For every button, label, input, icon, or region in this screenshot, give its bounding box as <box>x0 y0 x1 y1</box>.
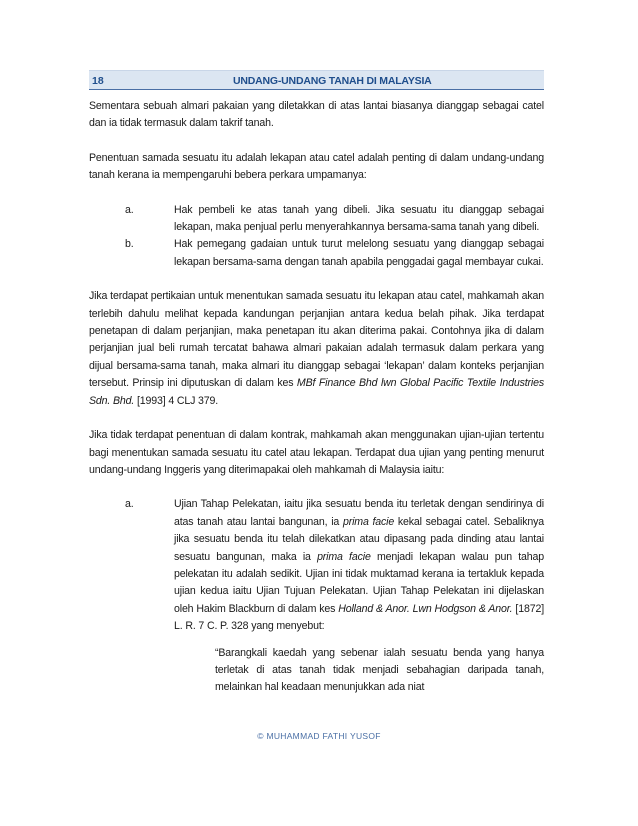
page-header <box>89 70 544 90</box>
running-title: UNDANG-UNDANG TANAH DI MALAYSIA <box>233 75 432 87</box>
paragraph-3: Jika terdapat pertikaian untuk menentukan samada sesuatu itu lekapan atau catel, mahkamah akan terlebih dahulu melihat kepada kandungan perjanjian antara kedua belah pihak. Jika terdapat penetapan di dalam perjanjian, maka penetapan itu akan diterima pakai. Contohnya jika di dalam perjanjian jual beli rumah tercatat bahawa almari pakaian adalah termasuk dalam perkara yang dijual bersama-sama tanah, maka almari itu dianggap sebagai ‘lekapan’ dalam konteks perjanjian tersebut. Prinsip ini diputuskan di dalam kes MBf Finance Bhd lwn Global Pacific Textile Industries Sdn. Bhd. [1993] 4 CLJ 379. <box>89 290 545 407</box>
list-item-text: Ujian Tahap Pelekatan, iaitu jika sesuatu benda itu terletak dengan sendirinya di atas tanah atau lantai bangunan, ia prima facie kekal sebagai catel. Sebaliknya jika sesuatu benda itu telah dilekatkan atau dipasang pada dinding atau lantai sesuatu bangunan, maka ia prima facie menjadi lekapan walau pun tahap pelekatan itu adalah sedikit. Ujian ini tidak muktamad kerana ia tertakluk kepada ujian kedua iaitu Ujian Tujuan Pelekatan. Ujian Tahap Pelekatan ini dijelaskan oleh Hakim Blackburn di dalam kes Holland & Anor. Lwn Hodgson & Anor. [1872] L. R. 7 C. P. 328 yang menyebut: <box>174 498 544 633</box>
case-name: Holland & Anor. Lwn Hodgson & Anor. <box>338 602 513 615</box>
block-quote: “Barangkali kaedah yang sebenar ialah sesuatu benda yang hanya terletak di atas tanah tidak menjadi sebahagian daripada tanah, melainkan hal keadaan menunjukkan ada niat <box>215 646 544 694</box>
paragraph-1: Sementara sebuah almari pakaian yang diletakkan di atas lantai biasanya dianggap sebagai catel dan ia tidak termasuk dalam takrif tanah. <box>89 100 544 130</box>
case-name: MBf Finance Bhd lwn Global Pacific Textile Industries Sdn. Bhd. <box>89 377 545 407</box>
list-item-label: a. <box>125 203 134 216</box>
list-item-label: a. <box>125 498 134 511</box>
document-body <box>89 98 544 697</box>
list-item-label: b. <box>125 238 134 251</box>
page-number: 18 <box>92 75 104 87</box>
list-item <box>89 236 544 271</box>
list-item-text: Hak pembeli ke atas tanah yang dibeli. Jika sesuatu itu dianggap sebagai lekapan, maka penjual perlu menyerahkannya bersama-sama tanah yang dibeli. <box>174 203 544 234</box>
list-item <box>89 202 544 237</box>
paragraph-4: Jika tidak terdapat penentuan di dalam kontrak, mahkamah akan menggunakan ujian-ujian tertentu bagi menentukan samada sesuatu itu catel atau lekapan. Terdapat dua ujian yang penting menurut undang-undang Inggeris yang diterimapakai oleh mahkamah di Malaysia iaitu: <box>89 429 544 476</box>
list-item-text: Hak pemegang gadaian untuk turut melelong sesuatu yang dianggap sebagai lekapan bersama-sama dengan tanah apabila penggadai gagal membayar cukai. <box>174 238 544 268</box>
list-item <box>89 496 544 635</box>
copyright-footer: © MUHAMMAD FATHI YUSOF <box>257 731 381 741</box>
paragraph-2: Penentuan samada sesuatu itu adalah lekapan atau catel adalah penting di dalam undang-undang tanah kerana ia mempengaruhi bebera perkara umpamanya: <box>89 151 544 182</box>
